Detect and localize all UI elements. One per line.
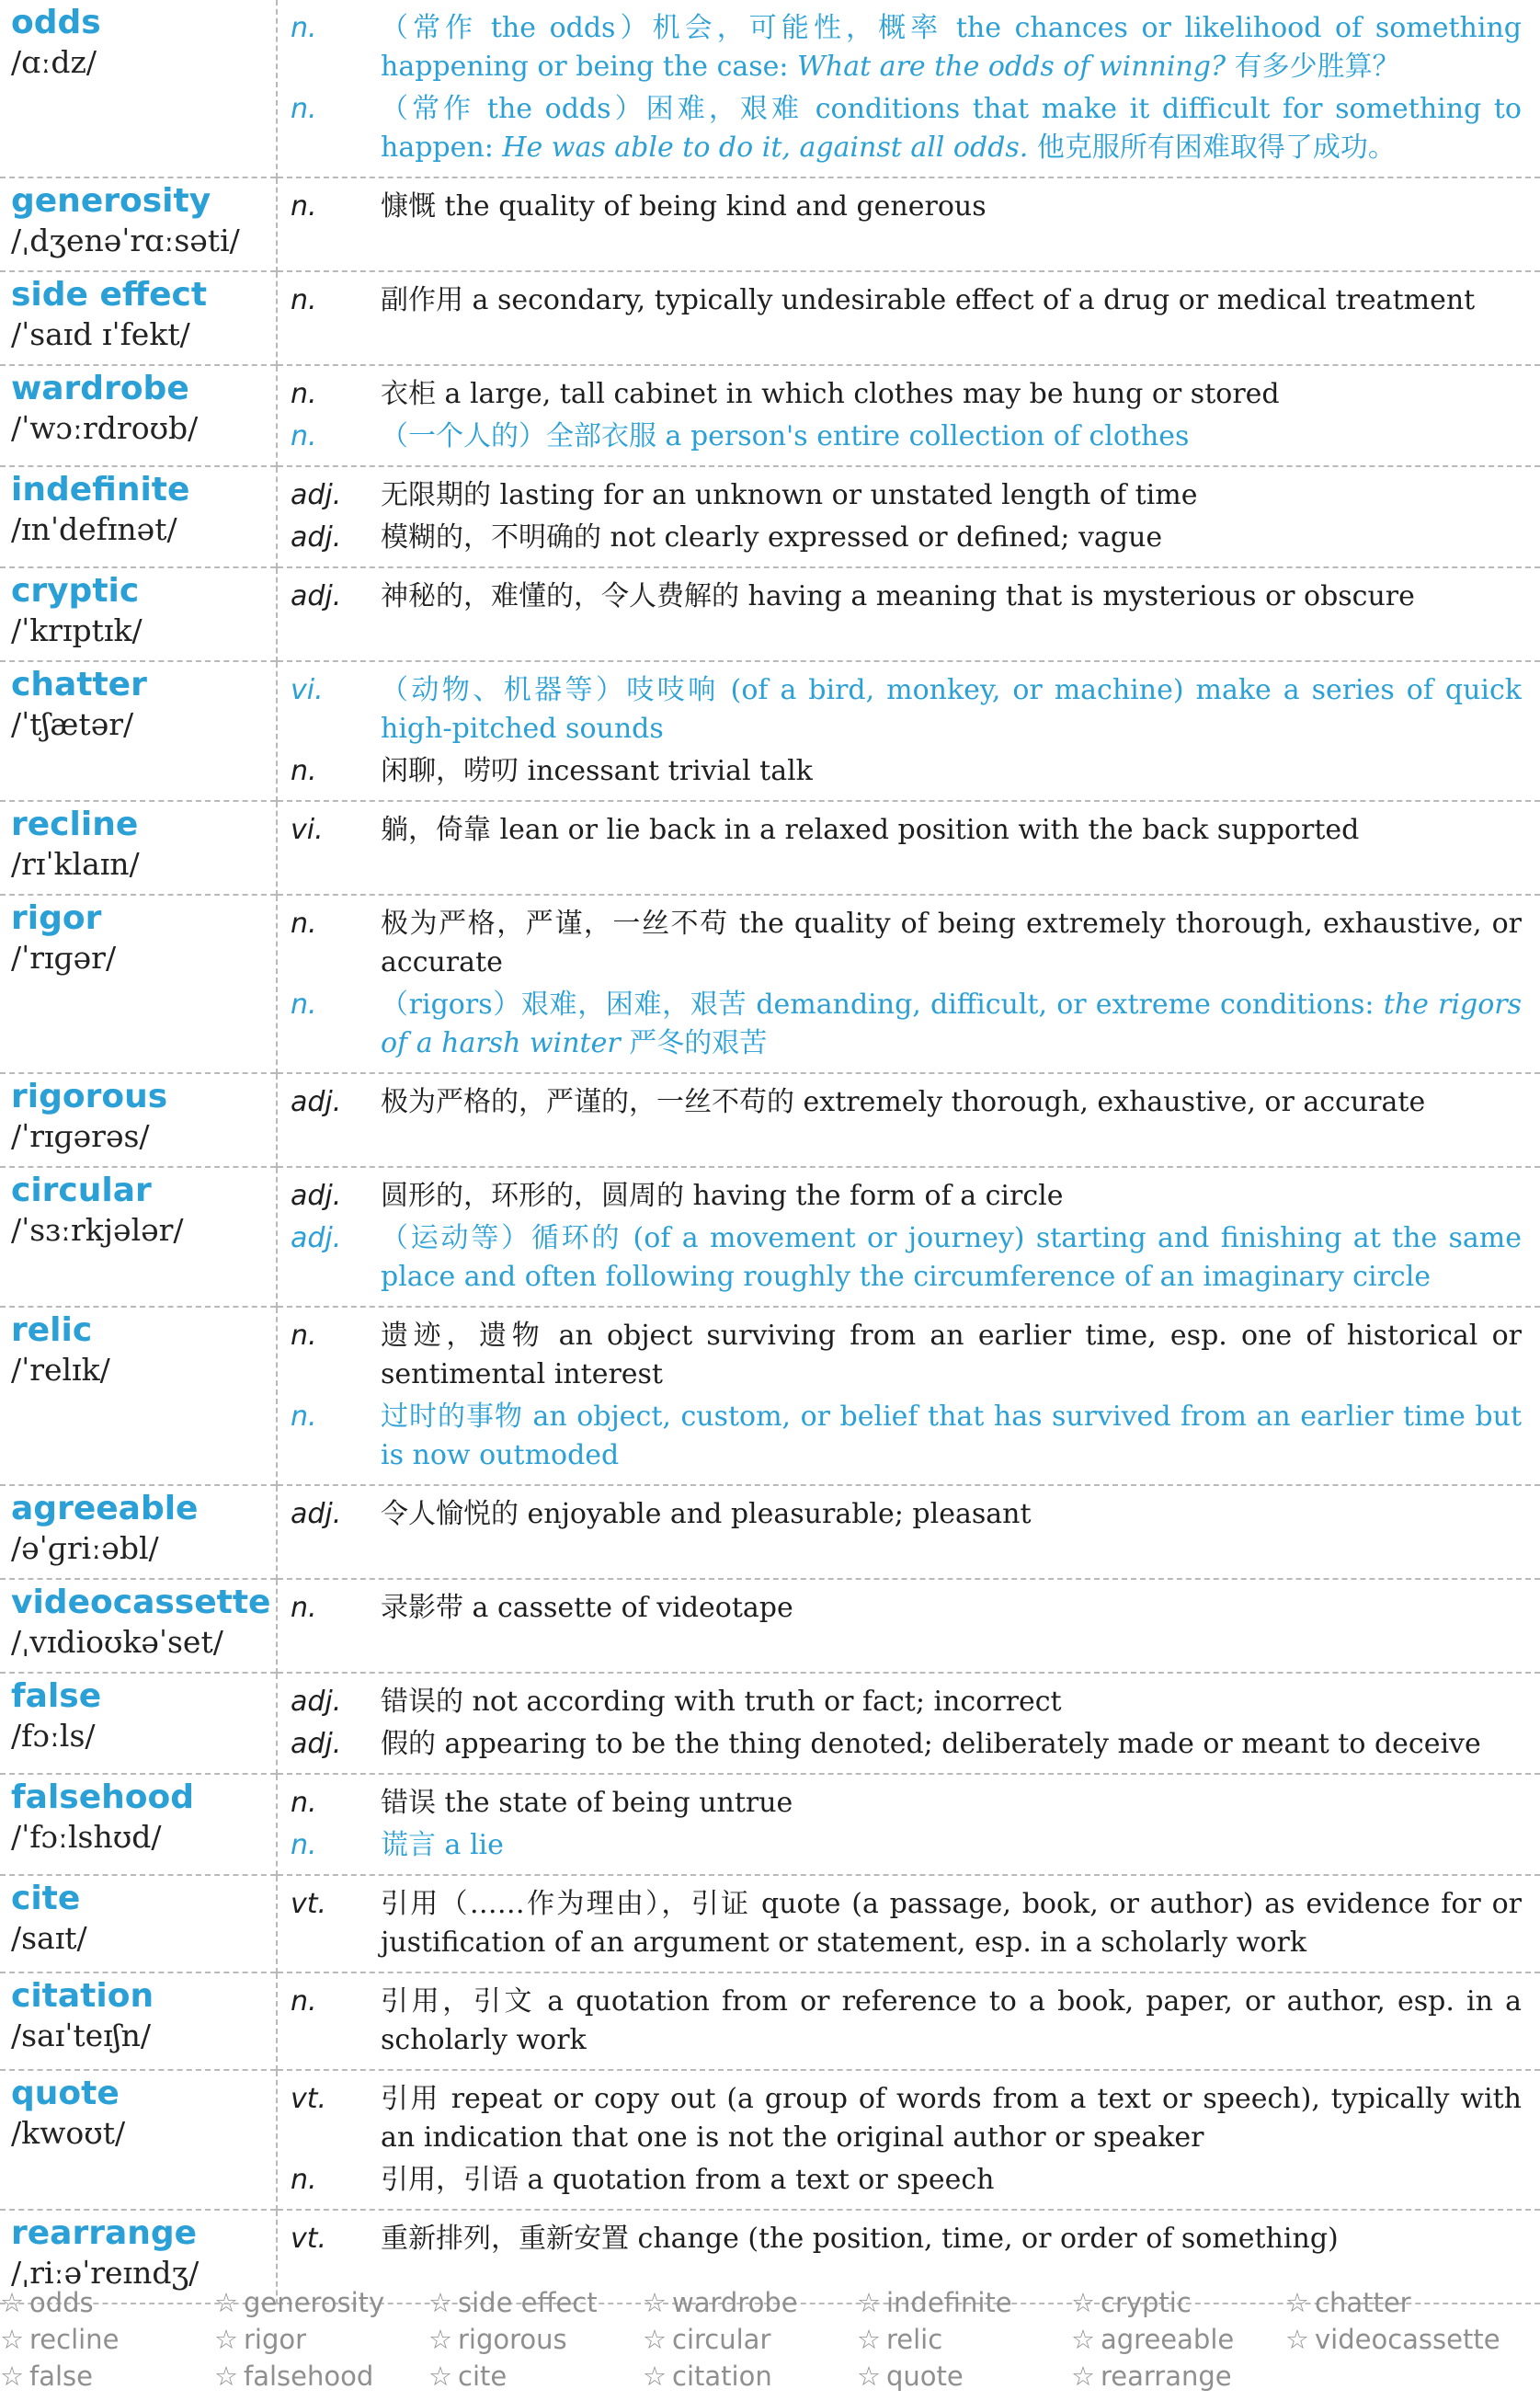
definition xyxy=(381,2080,1522,2157)
definition xyxy=(381,1826,1522,1865)
definition-text: 假的 appearing to be the thing denoted; deliberately made or meant to deceive xyxy=(381,1728,1481,1760)
example-translation: 严冬的艰苦 xyxy=(620,1027,768,1059)
phonetic: /ˈkrɪptɪk/ xyxy=(11,612,143,648)
definition-text: 谎言 a lie xyxy=(381,1829,504,1861)
word-cell xyxy=(0,895,277,1073)
senses-cell xyxy=(277,1167,1540,1307)
definition-text: 躺，倚靠 lean or lie back in a relaxed position with the back supported xyxy=(381,814,1360,846)
headword: chatter xyxy=(11,666,147,703)
definition-text: 引用 repeat or copy out (a group of words from a text or speech), typically with an indication that one is not the original author or speaker xyxy=(381,2083,1522,2154)
definition xyxy=(381,1983,1522,2060)
part-of-speech: vt. xyxy=(291,2223,327,2255)
senses-cell xyxy=(277,1307,1540,1485)
definition xyxy=(381,375,1522,414)
definition-text: 录影带 a cassette of videotape xyxy=(381,1592,793,1624)
definition xyxy=(381,1784,1522,1823)
headword: wardrobe xyxy=(11,370,189,407)
star-icon: ☆ xyxy=(857,2361,881,2392)
definition xyxy=(381,577,1522,616)
word-checklist xyxy=(0,2284,1540,2395)
star-icon: ☆ xyxy=(214,2287,238,2318)
word-cell xyxy=(0,661,277,801)
definition xyxy=(381,476,1522,515)
part-of-speech: n. xyxy=(291,1787,317,1819)
part-of-speech: adj. xyxy=(291,580,342,612)
senses-cell xyxy=(277,1972,1540,2070)
headword: quote xyxy=(11,2075,120,2112)
part-of-speech: adj. xyxy=(291,521,342,554)
word-cell xyxy=(0,0,277,177)
checklist-item xyxy=(0,2321,214,2358)
phonetic: /ˈtʃætər/ xyxy=(11,706,134,742)
sense xyxy=(291,905,1522,982)
checklist-word: falsehood xyxy=(244,2361,374,2392)
checklist-word: relic xyxy=(886,2324,943,2355)
word-cell xyxy=(0,1579,277,1673)
sense xyxy=(291,1398,1522,1475)
definition-text: （常作 the odds）困难，艰难 conditions that make it difficult for something to happen: xyxy=(381,93,1522,164)
definition xyxy=(381,1495,1522,1534)
definition-text: 错误的 not according with truth or fact; incorrect xyxy=(381,1686,1062,1718)
phonetic: /saɪˈteɪʃn/ xyxy=(11,2018,152,2053)
senses-cell xyxy=(277,567,1540,661)
senses-cell xyxy=(277,2070,1540,2210)
headword: agreeable xyxy=(11,1490,199,1527)
star-icon: ☆ xyxy=(643,2287,667,2318)
definition-text: 无限期的 lasting for an unknown or unstated length of time xyxy=(381,479,1198,511)
checklist-item xyxy=(1071,2358,1285,2395)
entry-row xyxy=(0,0,1540,177)
definition xyxy=(381,811,1522,850)
sense xyxy=(291,1495,1522,1534)
definition-text: 过时的事物 an object, custom, or belief that has survived from an earlier time but is now outmoded xyxy=(381,1401,1522,1471)
part-of-speech: adj. xyxy=(291,1498,342,1530)
sense xyxy=(291,2220,1522,2258)
sense xyxy=(291,1177,1522,1216)
checklist-item xyxy=(0,2284,214,2321)
entry-row xyxy=(0,1167,1540,1307)
word-cell xyxy=(0,365,277,466)
example-translation: 他克服所有困难取得了成功。 xyxy=(1028,131,1396,164)
headword: relic xyxy=(11,1311,93,1349)
phonetic: /ˌvɪdioʊkəˈset/ xyxy=(11,1624,223,1660)
senses-cell xyxy=(277,895,1540,1073)
checklist-word: odds xyxy=(29,2287,94,2318)
checklist-item xyxy=(1071,2284,1285,2321)
headword: false xyxy=(11,1677,102,1715)
checklist-item xyxy=(857,2284,1071,2321)
definition xyxy=(381,281,1522,320)
headword: rearrange xyxy=(11,2214,198,2252)
star-icon: ☆ xyxy=(214,2324,238,2355)
entry-row xyxy=(0,1972,1540,2070)
headword: generosity xyxy=(11,182,211,220)
entry-row xyxy=(0,1673,1540,1774)
phonetic: /kwoʊt/ xyxy=(11,2115,126,2151)
word-cell xyxy=(0,1875,277,1972)
definition xyxy=(381,519,1522,557)
sense xyxy=(291,1725,1522,1764)
senses-cell xyxy=(277,1579,1540,1673)
sense xyxy=(291,1083,1522,1122)
headword: rigor xyxy=(11,899,102,937)
definition xyxy=(381,752,1522,791)
sense xyxy=(291,281,1522,320)
checklist-word: false xyxy=(29,2361,93,2392)
star-icon: ☆ xyxy=(1285,2324,1309,2355)
part-of-speech: n. xyxy=(291,989,317,1021)
part-of-speech: n. xyxy=(291,1985,317,2018)
definition-text: 副作用 a secondary, typically undesirable effect of a drug or medical treatment xyxy=(381,284,1476,316)
star-icon: ☆ xyxy=(1071,2287,1095,2318)
sense xyxy=(291,9,1522,86)
part-of-speech: adj. xyxy=(291,479,342,511)
definition-text: （常作 the odds）机会，可能性，概率 the chances or likelihood of something happening or being the case: xyxy=(381,12,1522,83)
part-of-speech: adj. xyxy=(291,1086,342,1118)
checklist-item xyxy=(1285,2284,1500,2321)
senses-cell xyxy=(277,1875,1540,1972)
sense xyxy=(291,1683,1522,1721)
word-cell xyxy=(0,177,277,271)
checklist-word: rearrange xyxy=(1101,2361,1232,2392)
definition-text: 圆形的，环形的，圆周的 having the form of a circle xyxy=(381,1180,1064,1212)
senses-cell xyxy=(277,271,1540,365)
checklist-word: videocassette xyxy=(1315,2324,1500,2355)
part-of-speech: n. xyxy=(291,755,317,787)
definition xyxy=(381,1683,1522,1721)
example-sentence: He was able to do it, against all odds. xyxy=(502,131,1029,164)
senses-cell xyxy=(277,1774,1540,1875)
definition xyxy=(381,1317,1522,1394)
part-of-speech: vi. xyxy=(291,674,324,706)
entry-row xyxy=(0,1307,1540,1485)
definition xyxy=(381,2220,1522,2258)
entry-row xyxy=(0,895,1540,1073)
star-icon: ☆ xyxy=(1285,2287,1309,2318)
senses-cell xyxy=(277,801,1540,895)
sense xyxy=(291,2080,1522,2157)
phonetic: /ɑːdz/ xyxy=(11,44,97,80)
sense xyxy=(291,1784,1522,1823)
phonetic: /fɔːls/ xyxy=(11,1718,96,1754)
definition-text: 极为严格，严谨，一丝不苟 the quality of being extremely thorough, exhaustive, or accurate xyxy=(381,908,1522,978)
entry-row xyxy=(0,1073,1540,1167)
checklist-item xyxy=(857,2321,1071,2358)
headword: circular xyxy=(11,1172,152,1209)
definition xyxy=(381,1177,1522,1216)
headword: cryptic xyxy=(11,572,140,610)
definition-text: 衣柜 a large, tall cabinet in which clothes may be hung or stored xyxy=(381,378,1280,410)
sense xyxy=(291,2161,1522,2200)
part-of-speech: n. xyxy=(291,284,317,316)
part-of-speech: adj. xyxy=(291,1686,342,1718)
star-icon: ☆ xyxy=(1071,2361,1095,2392)
headword: falsehood xyxy=(11,1778,195,1816)
example-translation: 有多少胜算？ xyxy=(1226,51,1400,83)
part-of-speech: n. xyxy=(291,12,317,44)
definition-text: 引用，引语 a quotation from a text or speech xyxy=(381,2164,995,2196)
word-cell xyxy=(0,466,277,567)
definition xyxy=(381,1725,1522,1764)
word-cell xyxy=(0,2070,277,2210)
checklist-word: wardrobe xyxy=(672,2287,798,2318)
part-of-speech: n. xyxy=(291,1401,317,1433)
definition xyxy=(381,1589,1522,1628)
star-icon: ☆ xyxy=(428,2324,452,2355)
phonetic: /ˈsaɪd ɪˈfekt/ xyxy=(11,316,190,352)
definition xyxy=(381,986,1522,1063)
senses-cell xyxy=(277,177,1540,271)
headword: videocassette xyxy=(11,1584,271,1621)
entry-row xyxy=(0,567,1540,661)
part-of-speech: n. xyxy=(291,420,317,452)
definition xyxy=(381,905,1522,982)
definition-text: （动物、机器等）吱吱响 (of a bird, monkey, or machine) make a series of quick high-pitched sounds xyxy=(381,674,1522,745)
star-icon: ☆ xyxy=(857,2287,881,2318)
word-cell xyxy=(0,1167,277,1307)
definition xyxy=(381,90,1522,167)
definition xyxy=(381,188,1522,226)
phonetic: /əˈɡriːəbl/ xyxy=(11,1530,159,1566)
entry-row xyxy=(0,365,1540,466)
sense xyxy=(291,671,1522,749)
part-of-speech: n. xyxy=(291,190,317,223)
sense xyxy=(291,1885,1522,1962)
phonetic: /ˌdʒenəˈrɑːsəti/ xyxy=(11,223,240,258)
checklist-word: citation xyxy=(672,2361,772,2392)
word-cell xyxy=(0,1485,277,1579)
definition-text: 重新排列，重新安置 change (the position, time, or order of something) xyxy=(381,2223,1339,2255)
star-icon: ☆ xyxy=(0,2287,24,2318)
checklist-item xyxy=(643,2358,857,2395)
sense xyxy=(291,519,1522,557)
sense xyxy=(291,417,1522,456)
headword: indefinite xyxy=(11,471,190,509)
senses-cell xyxy=(277,661,1540,801)
entry-row xyxy=(0,271,1540,365)
definition xyxy=(381,1083,1522,1122)
definition-text: （rigors）艰难，困难，艰苦 demanding, difficult, or extreme conditions: xyxy=(381,989,1384,1021)
checklist-item xyxy=(0,2358,214,2395)
entry-row xyxy=(0,1579,1540,1673)
part-of-speech: vt. xyxy=(291,2083,327,2115)
word-cell xyxy=(0,1073,277,1167)
senses-cell xyxy=(277,466,1540,567)
part-of-speech: adj. xyxy=(291,1728,342,1760)
checklist-item xyxy=(214,2321,428,2358)
sense xyxy=(291,1589,1522,1628)
sense xyxy=(291,1983,1522,2060)
checklist-item xyxy=(428,2358,643,2395)
part-of-speech: vt. xyxy=(291,1888,327,1920)
checklist-word: cite xyxy=(458,2361,508,2392)
definition-text: 极为严格的，严谨的，一丝不苟的 extremely thorough, exhaustive, or accurate xyxy=(381,1086,1426,1118)
senses-cell xyxy=(277,1073,1540,1167)
part-of-speech: adj. xyxy=(291,1180,342,1212)
example-sentence: What are the odds of winning? xyxy=(797,51,1226,83)
phonetic: /ˌriːəˈreɪndʒ/ xyxy=(11,2255,200,2291)
sense xyxy=(291,1219,1522,1297)
entry-row xyxy=(0,1875,1540,1972)
definition-text: 神秘的，难懂的，令人费解的 having a meaning that is mysterious or obscure xyxy=(381,580,1415,612)
definition-text: （一个人的）全部衣服 a person's entire collection of clothes xyxy=(381,420,1190,452)
phonetic: /saɪt/ xyxy=(11,1920,87,1956)
checklist-word: indefinite xyxy=(886,2287,1012,2318)
star-icon: ☆ xyxy=(214,2361,238,2392)
star-icon: ☆ xyxy=(1071,2324,1095,2355)
phonetic: /rɪˈklaɪn/ xyxy=(11,846,140,882)
word-cell xyxy=(0,271,277,365)
checklist-item xyxy=(428,2284,643,2321)
part-of-speech: n. xyxy=(291,93,317,125)
definition-text: 遗迹，遗物 an object surviving from an earlier time, esp. one of historical or sentimental interest xyxy=(381,1320,1522,1390)
definition xyxy=(381,417,1522,456)
example-sentence: the rigors of a harsh winter xyxy=(381,989,1522,1059)
sense xyxy=(291,375,1522,414)
star-icon: ☆ xyxy=(643,2361,667,2392)
phonetic: /ˈsɜːrkjələr/ xyxy=(11,1212,184,1248)
checklist-item xyxy=(1285,2321,1500,2358)
phonetic: /ˈfɔːlshʊd/ xyxy=(11,1819,162,1855)
checklist-word: cryptic xyxy=(1101,2287,1192,2318)
entry-row xyxy=(0,661,1540,801)
part-of-speech: n. xyxy=(291,1592,317,1624)
checklist-word: quote xyxy=(886,2361,964,2392)
definition-text: 令人愉悦的 enjoyable and pleasurable; pleasant xyxy=(381,1498,1032,1530)
definition xyxy=(381,1885,1522,1962)
definition-text: 慷慨 the quality of being kind and generous xyxy=(381,190,987,223)
checklist-word: rigor xyxy=(244,2324,307,2355)
star-icon: ☆ xyxy=(643,2324,667,2355)
definition xyxy=(381,1219,1522,1297)
sense xyxy=(291,811,1522,850)
checklist-word: rigorous xyxy=(458,2324,567,2355)
part-of-speech: vi. xyxy=(291,814,324,846)
star-icon: ☆ xyxy=(428,2287,452,2318)
headword: side effect xyxy=(11,276,208,314)
phonetic: /ˈrɪɡər/ xyxy=(11,940,117,976)
definition xyxy=(381,2161,1522,2200)
sense xyxy=(291,986,1522,1063)
entry-row xyxy=(0,177,1540,271)
checklist-item xyxy=(1071,2321,1285,2358)
checklist-item xyxy=(428,2321,643,2358)
headword: odds xyxy=(11,4,101,41)
definition-text: （运动等）循环的 (of a movement or journey) starting and finishing at the same place and often following roughly the circumference of an imaginary circle xyxy=(381,1222,1522,1293)
sense xyxy=(291,1317,1522,1394)
entry-row xyxy=(0,466,1540,567)
checklist-word: side effect xyxy=(458,2287,598,2318)
senses-cell xyxy=(277,1673,1540,1774)
definition xyxy=(381,1398,1522,1475)
sense xyxy=(291,476,1522,515)
entry-row xyxy=(0,801,1540,895)
headword: rigorous xyxy=(11,1078,168,1115)
headword: citation xyxy=(11,1977,154,2015)
checklist-item xyxy=(214,2358,428,2395)
star-icon: ☆ xyxy=(0,2361,24,2392)
star-icon: ☆ xyxy=(0,2324,24,2355)
checklist-item xyxy=(214,2284,428,2321)
word-cell xyxy=(0,1774,277,1875)
definition-text: 错误 the state of being untrue xyxy=(381,1787,793,1819)
sense xyxy=(291,188,1522,226)
word-cell xyxy=(0,1972,277,2070)
checklist-item xyxy=(643,2284,857,2321)
checklist-word: circular xyxy=(672,2324,771,2355)
checklist-item xyxy=(643,2321,857,2358)
senses-cell xyxy=(277,0,1540,177)
definition xyxy=(381,671,1522,749)
sense xyxy=(291,1826,1522,1865)
definition-text: 引用，引文 a quotation from or reference to a book, paper, or author, esp. in a scholarly work xyxy=(381,1985,1522,2056)
definition-text: 闲聊，唠叨 incessant trivial talk xyxy=(381,755,813,787)
sense xyxy=(291,90,1522,167)
phonetic: /ˈwɔːrdroʊb/ xyxy=(11,410,199,446)
definition-text: 引用（……作为理由），引证 quote (a passage, book, or author) as evidence for or justification of an argument or statement, esp. in a scholarly work xyxy=(381,1888,1522,1959)
phonetic: /ˈrɪɡərəs/ xyxy=(11,1118,150,1154)
part-of-speech: n. xyxy=(291,1320,317,1352)
part-of-speech: n. xyxy=(291,908,317,940)
word-cell xyxy=(0,567,277,661)
entry-row xyxy=(0,1774,1540,1875)
entry-row xyxy=(0,2070,1540,2210)
checklist-word: agreeable xyxy=(1101,2324,1235,2355)
sense xyxy=(291,752,1522,791)
definition xyxy=(381,9,1522,86)
senses-cell xyxy=(277,1485,1540,1579)
star-icon: ☆ xyxy=(428,2361,452,2392)
checklist-word: recline xyxy=(29,2324,120,2355)
word-cell xyxy=(0,1673,277,1774)
headword: cite xyxy=(11,1880,81,1917)
star-icon: ☆ xyxy=(857,2324,881,2355)
senses-cell xyxy=(277,365,1540,466)
headword: recline xyxy=(11,806,139,843)
entry-row xyxy=(0,1485,1540,1579)
part-of-speech: n. xyxy=(291,2164,317,2196)
checklist-word: chatter xyxy=(1315,2287,1411,2318)
word-cell xyxy=(0,1307,277,1485)
definition-text: 模糊的，不明确的 not clearly expressed or defined; vague xyxy=(381,521,1163,554)
part-of-speech: n. xyxy=(291,378,317,410)
word-cell xyxy=(0,801,277,895)
checklist-word: generosity xyxy=(244,2287,385,2318)
phonetic: /ˈrelɪk/ xyxy=(11,1352,110,1388)
part-of-speech: adj. xyxy=(291,1222,342,1254)
checklist-item xyxy=(857,2358,1071,2395)
part-of-speech: n. xyxy=(291,1829,317,1861)
sense xyxy=(291,577,1522,616)
phonetic: /ɪnˈdefɪnət/ xyxy=(11,511,177,547)
